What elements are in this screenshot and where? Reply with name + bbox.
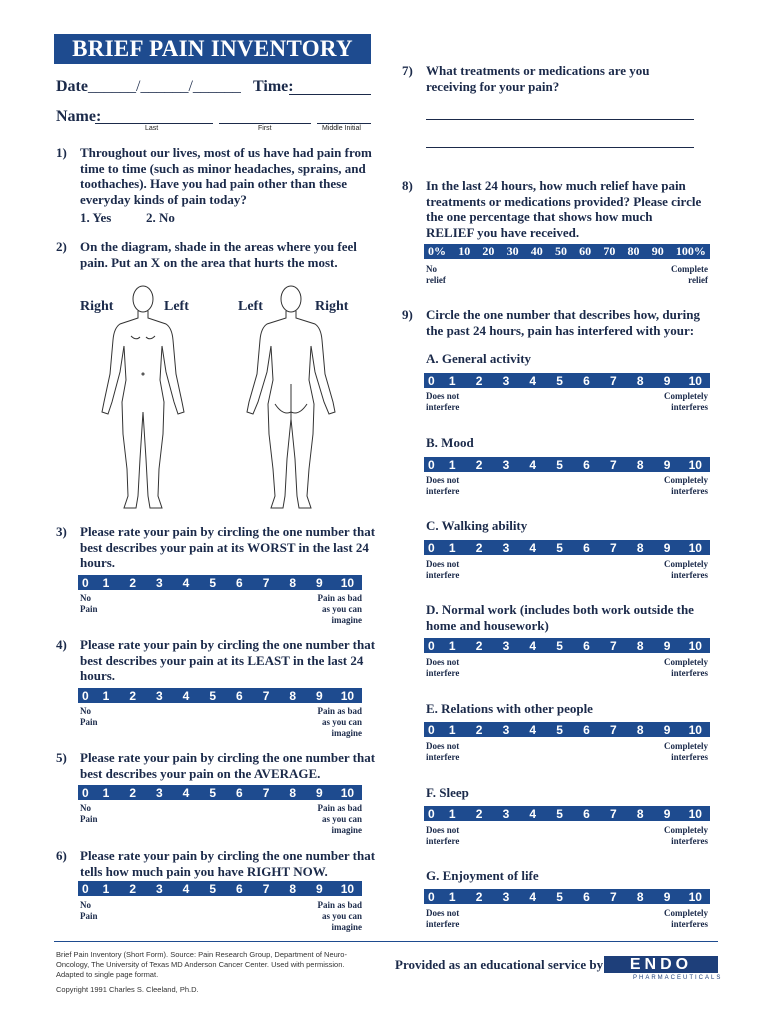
q3-pain-scale[interactable] [78, 575, 362, 590]
q9g-scale[interactable] [424, 889, 710, 904]
form-title: BRIEF PAIN INVENTORY [54, 34, 371, 64]
endo-logo-subtitle: PHARMACEUTICALS [633, 975, 723, 981]
question-2: 2) On the diagram, shade in the areas where you feel pain. Put an X on the area that hurts the most. [56, 239, 357, 270]
scale-option[interactable]: 8 [289, 785, 297, 800]
front-right-label: Right [80, 299, 114, 314]
scale-option[interactable]: 9 [663, 806, 671, 821]
scale-option[interactable]: 7 [262, 785, 270, 800]
q9d-high-anchor: Completely interferes [664, 657, 708, 678]
q9a-scale[interactable] [424, 373, 710, 388]
scale-option[interactable]: 0 [81, 575, 89, 590]
scale-option[interactable]: 1 [448, 638, 456, 653]
q9-item-general-activity: A. General activity [426, 351, 532, 366]
scale-option[interactable]: 2 [475, 373, 483, 388]
q9-item-relations: E. Relations with other people [426, 701, 593, 716]
scale-option[interactable]: 10 [688, 889, 702, 904]
scale-option[interactable]: 5 [209, 785, 217, 800]
q9b-low-anchor: Does not interfere [426, 475, 460, 496]
scale-option[interactable]: 3 [156, 785, 163, 800]
scale-option[interactable]: 10 [688, 373, 702, 388]
endo-logo: ENDO [604, 956, 718, 973]
scale-option[interactable]: 1 [448, 457, 456, 472]
scale-option[interactable]: 1 [448, 722, 456, 737]
q1-option-no[interactable]: 2. No [146, 210, 175, 225]
name-first-caption: First [258, 125, 272, 132]
scale-option[interactable]: 8 [636, 373, 644, 388]
question-3: 3) Please rate your pain by circling the one number that best describes your pain at its WORST in the last 24 hours. [56, 524, 376, 570]
scale-option[interactable]: 7 [610, 457, 617, 472]
question-1: 1) Throughout our lives, most of us have had pain from time to time (such as minor headaches, sprains, and toothaches). Have you had pain other than these everyday kinds of pain today? [56, 145, 372, 207]
relief-option[interactable]: 10 [458, 244, 471, 258]
scale-option[interactable]: 3 [156, 881, 163, 896]
scale-option[interactable]: 0 [428, 540, 435, 555]
q9f-scale[interactable] [424, 806, 710, 821]
scale-option[interactable]: 8 [289, 688, 297, 703]
scale-option[interactable]: 5 [556, 722, 563, 737]
relief-option[interactable]: 50 [554, 244, 567, 258]
q9-item-enjoyment: G. Enjoyment of life [426, 868, 539, 883]
q7-answer-line-1[interactable] [426, 119, 694, 120]
footer-service-text: Provided as an educational service by [395, 957, 604, 972]
scale-option[interactable]: 4 [529, 457, 537, 472]
q3-low-anchor: No Pain [80, 593, 98, 614]
scale-option[interactable]: 2 [129, 575, 137, 590]
q9b-scale[interactable] [424, 457, 710, 472]
scale-option[interactable]: 1 [448, 889, 456, 904]
name-label: Name: [56, 108, 102, 125]
q9d-scale[interactable] [424, 638, 710, 653]
scale-option[interactable]: 7 [610, 638, 617, 653]
scale-option[interactable]: 4 [182, 575, 190, 590]
scale-option[interactable]: 3 [502, 638, 510, 653]
scale-option[interactable]: 7 [610, 373, 617, 388]
scale-option[interactable]: 3 [156, 575, 163, 590]
scale-option[interactable]: 8 [636, 722, 644, 737]
relief-option[interactable]: 40 [530, 244, 543, 258]
name-middle-caption: Middle Initial [322, 125, 361, 132]
scale-option[interactable]: 1 [448, 540, 456, 555]
q9-item-sleep: F. Sleep [426, 785, 469, 800]
relief-option[interactable]: 90 [651, 244, 664, 258]
scale-option[interactable]: 0 [428, 722, 435, 737]
scale-option[interactable]: 6 [583, 889, 590, 904]
q9e-low-anchor: Does not interfere [426, 741, 460, 762]
scale-option[interactable]: 10 [688, 806, 702, 821]
back-left-label: Left [238, 299, 263, 314]
scale-option[interactable]: 0 [81, 881, 89, 896]
footer-copyright: Copyright 1991 Charles S. Cleeland, Ph.D. [56, 985, 199, 994]
scale-option[interactable]: 9 [663, 540, 671, 555]
scale-option[interactable]: 10 [688, 540, 702, 555]
scale-option[interactable]: 10 [688, 638, 702, 653]
q8-low-anchor: No relief [426, 264, 446, 285]
scale-option[interactable]: 9 [316, 688, 323, 703]
q4-low-anchor: No Pain [80, 706, 98, 727]
scale-option[interactable]: 9 [663, 722, 671, 737]
q9e-high-anchor: Completely interferes [664, 741, 708, 762]
question-7: 7) What treatments or medications are you receiving for your pain? [402, 63, 650, 94]
scale-option[interactable]: 5 [556, 638, 563, 653]
name-last-caption: Last [145, 125, 159, 132]
scale-option[interactable]: 4 [182, 785, 190, 800]
scale-option[interactable]: 1 [102, 785, 110, 800]
scale-option[interactable]: 1 [448, 373, 456, 388]
front-left-label: Left [164, 299, 189, 314]
question-6: 6) Please rate your pain by circling the one number that tells how much pain you have RIGHT NOW. [56, 848, 376, 879]
scale-option[interactable]: 5 [209, 575, 217, 590]
scale-option[interactable]: 2 [475, 638, 483, 653]
scale-option[interactable]: 7 [610, 806, 617, 821]
scale-option[interactable]: 7 [262, 575, 270, 590]
q7-answer-line-2[interactable] [426, 147, 694, 148]
scale-option[interactable]: 7 [610, 889, 617, 904]
scale-option[interactable]: 4 [182, 688, 190, 703]
scale-option[interactable]: 8 [636, 457, 644, 472]
relief-option[interactable]: 60 [579, 244, 592, 258]
question-9: 9) Circle the one number that describes how, during the past 24 hours, pain has interfered with your: [402, 307, 700, 338]
scale-option[interactable]: 2 [475, 540, 483, 555]
scale-option[interactable]: 10 [340, 785, 355, 800]
scale-option[interactable]: 5 [209, 688, 217, 703]
scale-option[interactable]: 0 [428, 889, 435, 904]
scale-option[interactable]: 10 [340, 881, 355, 896]
scale-option[interactable]: 6 [583, 540, 590, 555]
q9a-high-anchor: Completely interferes [664, 391, 708, 412]
q9f-high-anchor: Completely interferes [664, 825, 708, 846]
question-4: 4) Please rate your pain by circling the one number that best describes your pain at its LEAST in the last 24 hours. [56, 637, 376, 683]
q8-relief-scale[interactable] [424, 244, 710, 259]
scale-option[interactable]: 5 [209, 881, 217, 896]
scale-option[interactable]: 2 [129, 881, 137, 896]
scale-option[interactable]: 4 [182, 881, 190, 896]
scale-option[interactable]: 5 [556, 889, 563, 904]
q6-pain-scale[interactable] [78, 881, 362, 896]
q9b-high-anchor: Completely interferes [664, 475, 708, 496]
scale-option[interactable]: 3 [502, 806, 510, 821]
scale-option[interactable]: 7 [610, 722, 617, 737]
scale-option[interactable]: 6 [583, 806, 590, 821]
relief-option[interactable]: 30 [506, 244, 519, 258]
name-middle-field[interactable] [317, 123, 371, 124]
scale-option[interactable]: 1 [102, 688, 110, 703]
q4-pain-scale[interactable] [78, 688, 362, 703]
name-last-field[interactable] [95, 123, 213, 124]
scale-option[interactable]: 2 [475, 722, 483, 737]
scale-option[interactable]: 6 [236, 688, 243, 703]
relief-option[interactable]: 20 [482, 244, 495, 258]
scale-option[interactable]: 2 [129, 688, 137, 703]
scale-option[interactable]: 9 [663, 889, 671, 904]
date-label: Date [56, 78, 88, 95]
scale-option[interactable]: 4 [529, 373, 537, 388]
scale-option[interactable]: 9 [316, 785, 323, 800]
q9e-scale[interactable] [424, 722, 710, 737]
scale-option[interactable]: 6 [583, 457, 590, 472]
q9g-high-anchor: Completely interferes [664, 908, 708, 929]
scale-option[interactable]: 3 [502, 722, 510, 737]
scale-option[interactable]: 10 [688, 722, 702, 737]
q9a-low-anchor: Does not interfere [426, 391, 460, 412]
scale-option[interactable]: 9 [663, 373, 671, 388]
q9c-scale[interactable] [424, 540, 710, 555]
scale-option[interactable]: 5 [556, 806, 563, 821]
scale-option[interactable]: 0 [428, 638, 435, 653]
scale-option[interactable]: 7 [262, 688, 270, 703]
scale-option[interactable]: 3 [502, 540, 510, 555]
scale-option[interactable]: 10 [340, 575, 355, 590]
scale-option[interactable]: 0 [428, 373, 435, 388]
body-back-diagram[interactable] [241, 284, 341, 514]
scale-option[interactable]: 3 [502, 373, 510, 388]
scale-option[interactable]: 9 [316, 881, 323, 896]
q4-high-anchor: Pain as bad as you can imagine [317, 706, 362, 738]
scale-option[interactable]: 0 [428, 457, 435, 472]
q5-pain-scale[interactable] [78, 785, 362, 800]
time-label: Time: [253, 78, 294, 95]
relief-option[interactable]: 0% [428, 244, 446, 258]
scale-option[interactable]: 8 [636, 806, 644, 821]
scale-option[interactable]: 4 [529, 722, 537, 737]
scale-option[interactable]: 7 [262, 881, 270, 896]
scale-option[interactable]: 4 [529, 889, 537, 904]
scale-option[interactable]: 0 [81, 785, 89, 800]
scale-option[interactable]: 1 [102, 881, 110, 896]
scale-option[interactable]: 5 [556, 373, 563, 388]
scale-option[interactable]: 1 [102, 575, 110, 590]
scale-option[interactable]: 5 [556, 457, 563, 472]
scale-option[interactable]: 1 [448, 806, 456, 821]
back-right-label: Right [315, 299, 349, 314]
relief-option[interactable]: 70 [603, 244, 616, 258]
scale-option[interactable]: 2 [129, 785, 137, 800]
scale-option[interactable]: 6 [236, 785, 243, 800]
scale-option[interactable]: 10 [340, 688, 355, 703]
scale-option[interactable]: 5 [556, 540, 563, 555]
footer-source: Brief Pain Inventory (Short Form). Source: Pain Research Group, Department of Neuro-Oncology, The University of Texas MD Anderson Cancer Center. Used with permission. Adapted to single page format. [56, 950, 347, 979]
scale-option[interactable]: 2 [475, 889, 483, 904]
scale-option[interactable]: 3 [502, 889, 510, 904]
body-front-diagram[interactable] [98, 284, 188, 514]
q9g-low-anchor: Does not interfere [426, 908, 460, 929]
footer-divider [54, 941, 718, 942]
scale-option[interactable]: 9 [663, 457, 671, 472]
q6-low-anchor: No Pain [80, 900, 98, 921]
scale-option[interactable]: 6 [583, 373, 590, 388]
scale-option[interactable]: 8 [289, 881, 297, 896]
scale-option[interactable]: 9 [316, 575, 323, 590]
q5-high-anchor: Pain as bad as you can imagine [317, 803, 362, 835]
scale-option[interactable]: 8 [289, 575, 297, 590]
name-first-field[interactable] [219, 123, 311, 124]
q3-high-anchor: Pain as bad as you can imagine [317, 593, 362, 625]
scale-option[interactable]: 0 [81, 688, 89, 703]
question-8: 8) In the last 24 hours, how much relief have pain treatments or medications provided? Please circle the one percentage that shows how much RELIEF you have received. [402, 178, 702, 240]
relief-option[interactable]: 80 [627, 244, 640, 258]
q9c-low-anchor: Does not interfere [426, 559, 460, 580]
scale-option[interactable]: 10 [688, 457, 702, 472]
question-5: 5) Please rate your pain by circling the one number that best describes your pain on the AVERAGE. [56, 750, 376, 781]
q9-item-walking-ability: C. Walking ability [426, 518, 528, 533]
scale-option[interactable]: 3 [156, 688, 163, 703]
scale-option[interactable]: 6 [583, 638, 590, 653]
scale-option[interactable]: 2 [475, 806, 483, 821]
q9-item-mood: B. Mood [426, 435, 474, 450]
scale-option[interactable]: 6 [236, 575, 243, 590]
scale-option[interactable]: 4 [529, 540, 537, 555]
q9-item-normal-work: D. Normal work (includes both work outside the home and housework) [426, 602, 694, 633]
q1-option-yes[interactable]: 1. Yes [80, 210, 112, 225]
q9d-low-anchor: Does not interfere [426, 657, 460, 678]
scale-option[interactable]: 0 [428, 806, 435, 821]
q5-low-anchor: No Pain [80, 803, 98, 824]
relief-option[interactable]: 100% [675, 244, 706, 258]
time-field[interactable] [289, 94, 371, 95]
scale-option[interactable]: 4 [529, 638, 537, 653]
q9c-high-anchor: Completely interferes [664, 559, 708, 580]
q9f-low-anchor: Does not interfere [426, 825, 460, 846]
scale-option[interactable]: 9 [663, 638, 671, 653]
q6-high-anchor: Pain as bad as you can imagine [317, 900, 362, 932]
scale-option[interactable]: 6 [583, 722, 590, 737]
scale-option[interactable]: 3 [502, 457, 510, 472]
scale-option[interactable]: 8 [636, 540, 644, 555]
scale-option[interactable]: 7 [610, 540, 617, 555]
scale-option[interactable]: 8 [636, 889, 644, 904]
scale-option[interactable]: 4 [529, 806, 537, 821]
scale-option[interactable]: 8 [636, 638, 644, 653]
date-blanks[interactable]: ______/______/______ [88, 78, 241, 95]
scale-option[interactable]: 6 [236, 881, 243, 896]
scale-option[interactable]: 2 [475, 457, 483, 472]
q8-high-anchor: Complete relief [671, 264, 708, 285]
